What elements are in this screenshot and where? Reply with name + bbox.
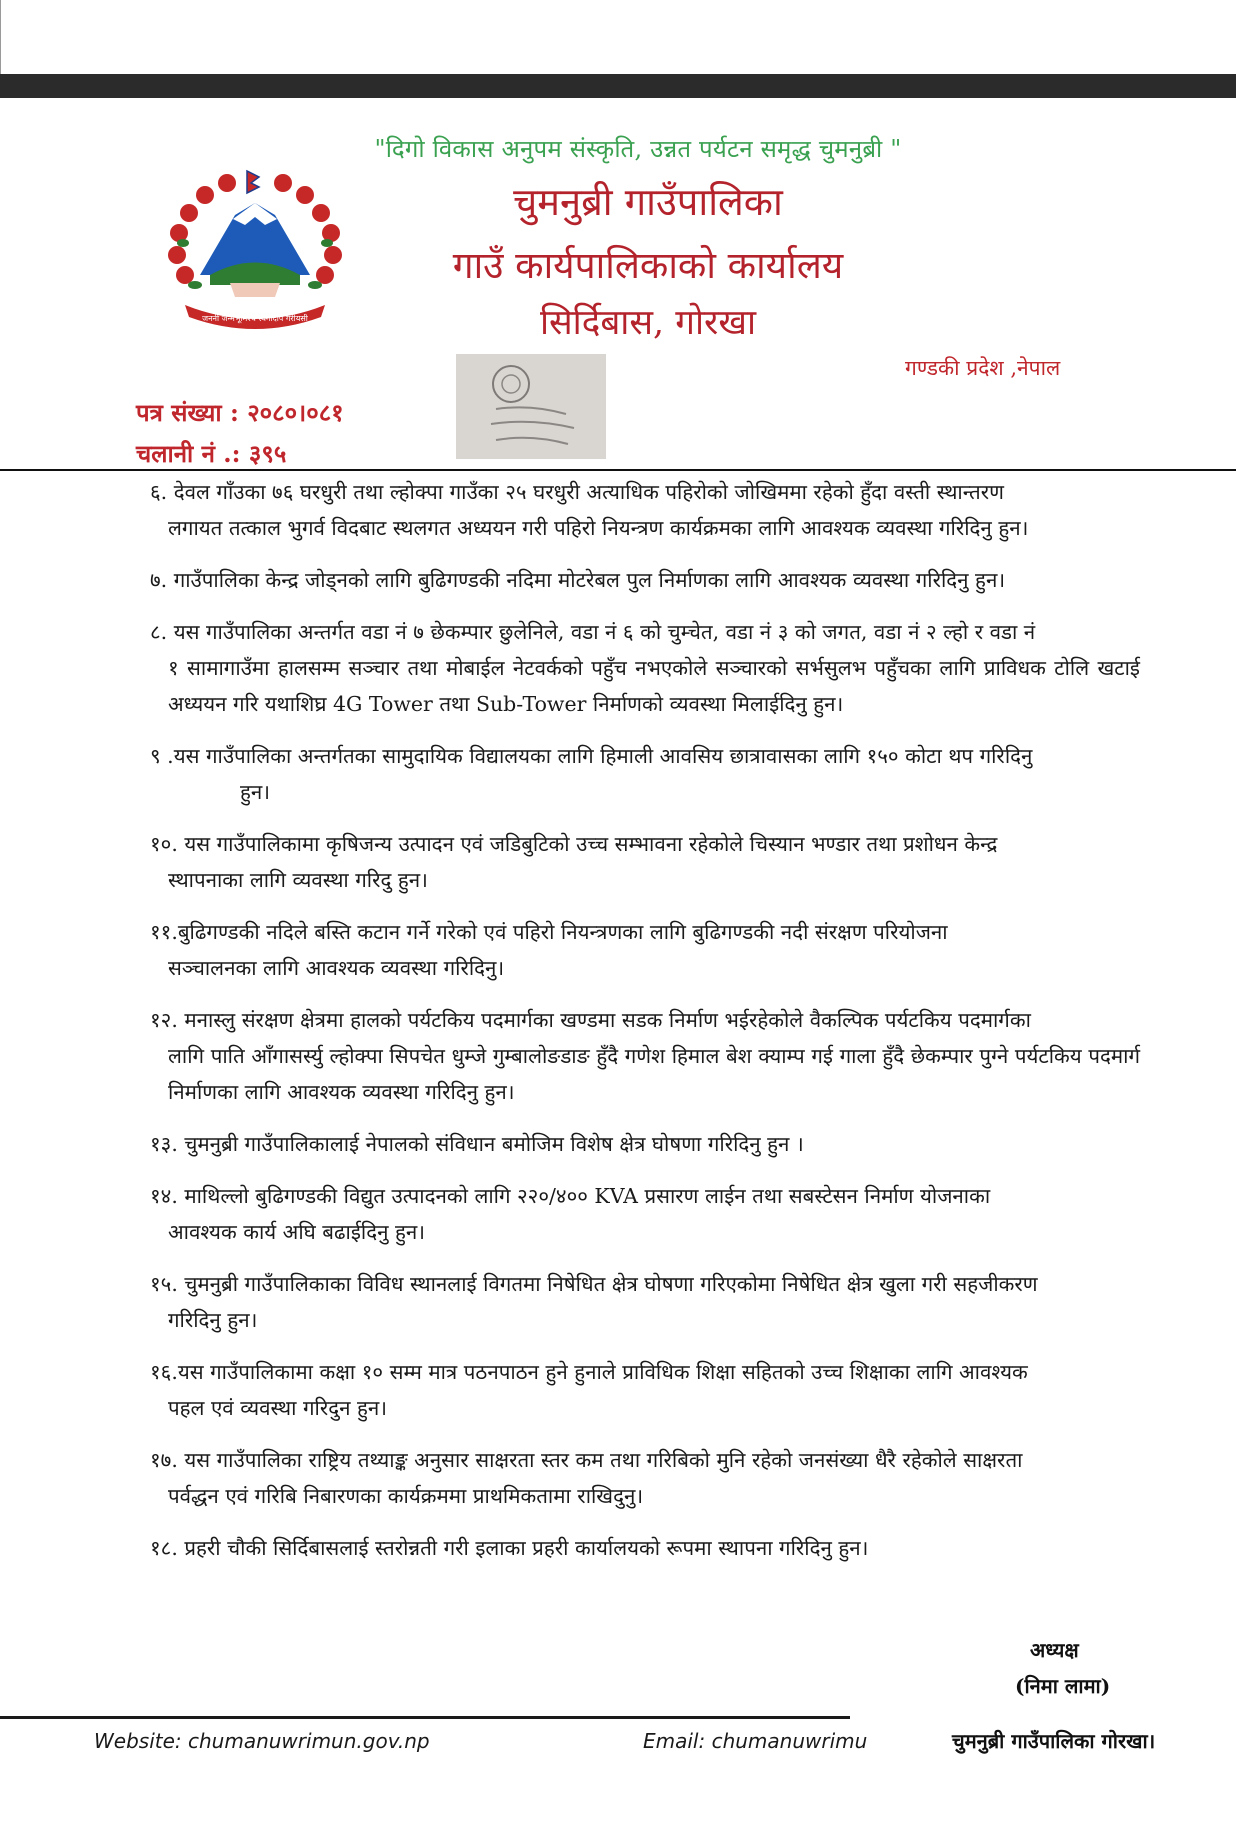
signatory-title: अध्यक्ष [1030, 1638, 1079, 1662]
letter-number: पत्र संख्या : २०८०।०८१ [136, 398, 344, 427]
signatory-name: (निमा लामा) [1015, 1674, 1111, 1698]
list-item: १६.यस गाउँपालिकामा कक्षा १० सम्म मात्र पठनपाठन हुने हुनाले प्राविधिक शिक्षा सहितको उच्च शिक्षाका लागि आवश्यक पहल एवं व्यवस्था गरिदुन हुन। [150, 1360, 1028, 1420]
header-divider [0, 469, 1236, 471]
list-item: १५. चुमनुब्री गाउँपालिकाका विविध स्थानलाई विगतमा निषेधित क्षेत्र घोषणा गरिएकोमा निषेधित क्षेत्र खुला गरी सहजीकरण गरिदिनु हुन। [150, 1272, 1038, 1332]
letterhead-top-bar [0, 74, 1236, 98]
office-stamp [456, 354, 606, 459]
page-edge [0, 0, 1, 74]
province-label: गण्डकी प्रदेश ,नेपाल [905, 356, 1061, 380]
demands-list [150, 474, 1140, 1582]
list-item: १०. यस गाउँपालिकामा कृषिजन्य उत्पादन एवं जडिबुटिको उच्च सम्भावना रहेकोले चिस्यान भण्डार तथा प्रशोधन केन्द्र स्थापनाका लागि व्यवस्था गरिदु हुन। [150, 832, 998, 892]
list-item: ८. यस गाउँपालिका अन्तर्गत वडा नं ७ छेकम्पार छुलेनिले, वडा नं ६ को चुम्चेत, वडा नं ३ को जगत, वडा नं २ ल्हो र वडा नं १ सामागाउँमा हालसम्म सञ्चार तथा मोबाईल नेटवर्कको पहुँच नभएकोले सञ्चारको सर्भसुलभ पहुँचका लागि प्राविधक टोलि खटाई अध्ययन गरि यथाशिघ्र 4G Tower तथा Sub-Tower निर्माणको व्यवस्था मिलाईदिनु हुन। [150, 620, 1140, 716]
footer-divider [0, 1716, 850, 1719]
list-item: १७. यस गाउँपालिका राष्ट्रिय तथ्याङ्क अनुसार साक्षरता स्तर कम तथा गरिबिको मुनि रहेको जनसंख्या धैरै रहेकोले साक्षरता पर्वद्धन एवं गरिबि निबारणका कार्यक्रममा प्राथमिकतामा राखिदुनु। [150, 1448, 1023, 1508]
signatory-organization: चुमनुब्री गाउँपालिका गोरखा। [952, 1729, 1156, 1753]
organization-name: चुमनुब्री गाउँपालिका [513, 180, 783, 224]
footer-email: Email: chumanuwrimu [643, 1729, 868, 1753]
list-item: ११.बुढिगण्डकी नदिले बस्ति कटान गर्ने गरेको एवं पहिरो नियन्त्रणका लागि बुढिगण्डकी नदी संरक्षण परियोजना सञ्चालनका लागि आवश्यक व्यवस्था गरिदिनु। [150, 920, 948, 980]
list-item: ६. देवल गाँउका ७६ घरधुरी तथा ल्होक्पा गाउँका २५ घरधुरी अत्याधिक पहिरोको जोखिममा रहेको हुँदा वस्ती स्थान्तरण लगायत तत्काल भुगर्व विदबाट स्थलगत अध्ययन गरी पहिरो नियन्त्रण कार्यक्रमका लागि आवश्यक व्यवस्था गरिदिनु हुन। [150, 480, 1029, 540]
list-item: ७. गाउँपालिका केन्द्र जोड्नको लागि बुढिगण्डकी नदिमा मोटरेबल पुल निर्माणका लागि आवश्यक व्यवस्था गरिदिनु हुन। [150, 568, 1006, 592]
office-name: गाउँ कार्यपालिकाको कार्यालय [452, 244, 844, 287]
emblem-motto: जननी जन्मभूमिश्च स्वर्गादपि गरीयसी [202, 314, 308, 323]
footer-website: Website: chumanuwrimun.gov.np [94, 1729, 430, 1753]
dispatch-number: चलानी नं .: ३९५ [136, 439, 287, 468]
list-item: १३. चुमनुब्री गाउँपालिकालाई नेपालको संविधान बमोजिम विशेष क्षेत्र घोषणा गरिदिनु हुन । [150, 1132, 804, 1156]
letterhead-slogan: "दिगो विकास अनुपम संस्कृति, उन्नत पर्यटन समृद्ध चुमनुब्री " [374, 135, 902, 163]
list-item: १८. प्रहरी चौकी सिर्दिबासलाई स्तरोन्नती गरी इलाका प्रहरी कार्यालयको रूपमा स्थापना गरिदिनु हुन। [150, 1536, 869, 1560]
office-location: सिर्दिबास, गोरखा [539, 303, 757, 343]
list-item: ९ .यस गाउँपालिका अन्तर्गतका सामुदायिक विद्यालयका लागि हिमाली आवसिय छात्रावासका लागि १५० कोटा थप गरिदिनु हुन। [150, 744, 1033, 804]
list-item: १२. मनास्लु संरक्षण क्षेत्रमा हालको पर्यटकिय पदमार्गका खण्डमा सडक निर्माण भईरहेकोले वैकल्पिक पर्यटकिय पदमार्गका लागि पाति आँगासर्स्यु ल्होक्पा सिपचेत धुम्जे गुम्बालोङडाङ हुँदै गणेश हिमाल बेश क्याम्प गई गाला हुँदै छेकम्पार पुग्ने पर्यटकिय पदमार्ग निर्माणका लागि आवश्यक व्यवस्था गरिदिनु हुन। [150, 1008, 1140, 1104]
list-item: १४. माथिल्लो बुढिगण्डकी विद्युत उत्पादनको लागि २२०/४०० KVA प्रसारण लाईन तथा सबस्टेसन निर्माण योजनाका आवश्यक कार्य अघि बढाईदिनु हुन। [150, 1184, 991, 1244]
